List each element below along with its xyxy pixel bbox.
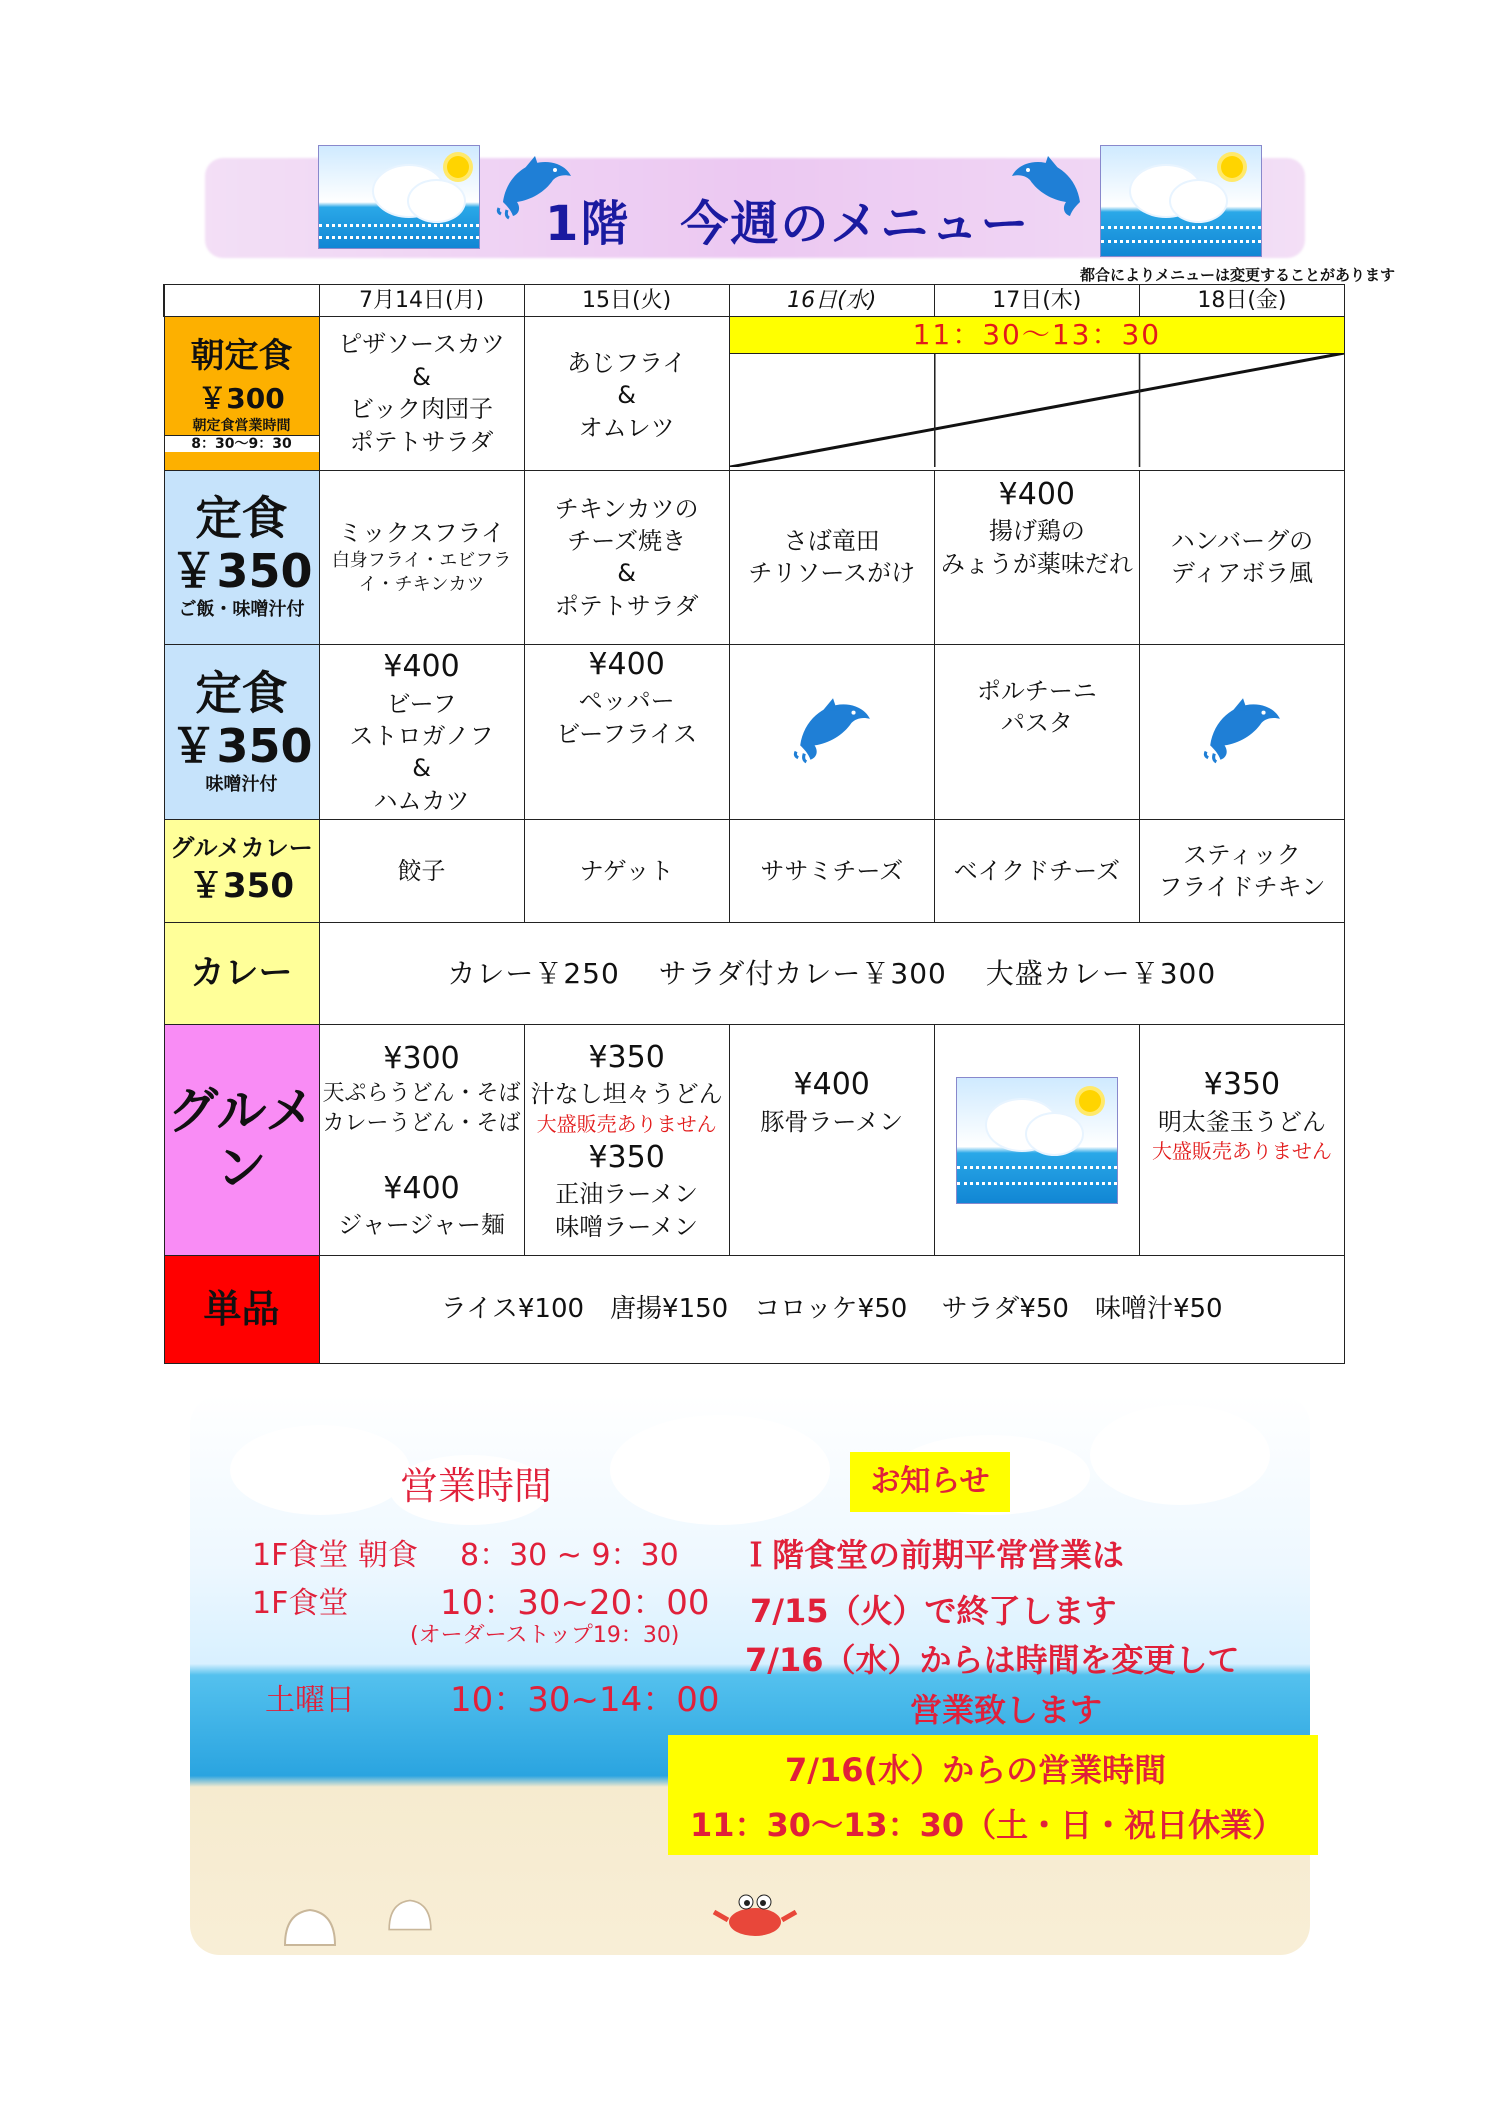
change-note: 都合によりメニューは変更することがあります (1080, 266, 1396, 284)
gourmen-label-cell (164, 1025, 319, 1256)
hours-title: 営業時間 (400, 1464, 553, 1508)
notice-line: Ｉ階食堂の前期平常営業は (740, 1536, 1125, 1574)
menu-line: 汁なし坦々うどん (530, 1080, 723, 1109)
teishoku-b-label-cell (164, 644, 319, 819)
dolphin-icon (792, 688, 872, 768)
menu-line: ポテトサラダ (349, 427, 494, 456)
corner-cell (164, 285, 319, 317)
gourmet-curry-fri (1139, 820, 1344, 923)
teishoku-a-tue (524, 470, 729, 644)
menu-line: 正油ラーメン (555, 1180, 699, 1209)
gourmen-fri (1139, 1025, 1344, 1256)
seashell-icon (385, 1895, 435, 1935)
hours-place: 1F食堂 朝食 (252, 1538, 418, 1573)
menu-line: ジャージャー麺 (338, 1211, 505, 1240)
teishoku-b-tue (524, 644, 729, 819)
menu-line: あじフライ (567, 348, 687, 377)
menu-line: さば竜田 (783, 526, 880, 555)
teishoku-a-label-cell (164, 470, 319, 644)
menu-line: & (617, 381, 636, 410)
gourmet-curry-price: ￥350 (189, 866, 294, 907)
menu-price: ¥350 (588, 1039, 665, 1075)
breakfast-mon (319, 316, 524, 470)
hours-time: 10：30~14：00 (450, 1680, 720, 1720)
dolphin-icon (1202, 688, 1282, 768)
curry-row (164, 922, 1345, 1025)
menu-line: 白身フライ・エビフライ・チキンカツ (331, 550, 512, 596)
menu-line: スティック (1183, 840, 1301, 869)
gourmet-curry-mon: 餃子 (319, 820, 524, 923)
breakfast-tue (524, 316, 729, 470)
diagonal-strike (730, 353, 1344, 467)
menu-price: ¥400 (998, 476, 1075, 512)
gourmet-curry-label-cell (164, 820, 319, 923)
menu-price: ¥400 (383, 649, 460, 685)
breakfast-row (164, 316, 1345, 470)
menu-line: ペッパー (578, 687, 675, 716)
day-tue: 15日(火) (524, 285, 729, 317)
gourmet-curry-label: グルメカレー (170, 834, 313, 863)
gourmet-curry-wed: ササミチーズ (729, 820, 934, 923)
teishoku-b-label: 定食 (195, 666, 288, 721)
menu-line: チキンカツの (554, 494, 699, 523)
notice-title: お知らせ (850, 1452, 1010, 1512)
gourmen-label: グルメン (168, 1081, 315, 1198)
day-wed: 16日(水) (729, 285, 934, 317)
gourmen-wed (729, 1025, 934, 1256)
gourmet-curry-tue: ナゲット (524, 820, 729, 923)
menu-line: ミックスフライ (338, 518, 505, 547)
menu-line: パスタ (1000, 709, 1073, 738)
teishoku-a-fri (1139, 470, 1344, 644)
menu-price: ¥300 (383, 1040, 460, 1076)
no-large-note: 大盛販売ありません (1151, 1139, 1332, 1164)
teishoku-b-price: ￥350 (170, 719, 313, 774)
menu-line: フライドチキン (1158, 873, 1326, 902)
breakfast-label: 朝定食 (190, 336, 293, 377)
notice-line: 7/16（水）からは時間を変更して (745, 1641, 1240, 1679)
notice-line: 営業致します (910, 1691, 1103, 1729)
teishoku-a-thu (934, 470, 1139, 644)
teishoku-b-row (164, 644, 1345, 819)
menu-line: ディアボラ風 (1170, 559, 1313, 588)
menu-line: 味噌ラーメン (555, 1212, 699, 1241)
menu-line: ストロガノフ (349, 722, 494, 751)
day-thu: 17日(木) (934, 285, 1139, 317)
sky-ocean-scene-right (1100, 145, 1262, 257)
menu-line: & (412, 362, 431, 391)
teishoku-a-price: ￥350 (170, 544, 313, 599)
hours-time: 8：30 ~ 9：30 (460, 1538, 679, 1573)
teishoku-b-mon (319, 644, 524, 819)
curry-label: カレー (190, 952, 293, 993)
single-label-cell (164, 1256, 319, 1364)
teishoku-b-fri (1139, 644, 1344, 819)
breakfast-label-cell (164, 316, 319, 470)
menu-line: 天ぷらうどん・そば (322, 1081, 521, 1107)
menu-price: ¥350 (1203, 1067, 1281, 1103)
menu-price: ¥400 (793, 1067, 870, 1103)
teishoku-b-wed (729, 644, 934, 819)
menu-line: ビック肉団子 (350, 395, 494, 424)
teishoku-b-sub: 味噌汁付 (205, 773, 278, 795)
gourmen-thu (934, 1025, 1139, 1256)
hours-place: 1F食堂 (252, 1586, 349, 1621)
menu-line: 揚げ鶏の (988, 517, 1085, 546)
menu-line: チーズ焼き (567, 526, 687, 555)
single-row (164, 1256, 1345, 1364)
teishoku-a-mon (319, 470, 524, 644)
menu-line: ピザソースカツ (338, 330, 505, 359)
gourmet-curry-row (164, 820, 1345, 923)
menu-line: ポテトサラダ (554, 591, 699, 620)
teishoku-a-label: 定食 (195, 491, 288, 546)
dolphin-icon (1010, 150, 1088, 220)
time-bar: 11：30〜13：30 (730, 317, 1344, 354)
teishoku-a-wed (729, 470, 934, 644)
breakfast-hours-label: 朝定食営業時間 (192, 417, 291, 434)
menu-line: ポルチーニ (976, 676, 1097, 705)
menu-line: ハムカツ (373, 786, 470, 815)
gourmen-row (164, 1025, 1345, 1256)
menu-price: ¥400 (588, 646, 665, 682)
menu-line: & (617, 559, 636, 588)
menu-line: & (412, 754, 431, 783)
menu-line: カレーうどん・そば (322, 1111, 521, 1137)
single-label: 単品 (203, 1286, 280, 1331)
hours-time: 10：30~20：00 (440, 1583, 710, 1623)
breakfast-hours: 8：30〜9：30 (165, 435, 319, 453)
crab-icon (710, 1890, 800, 1940)
menu-table (163, 284, 1345, 1364)
gourmen-tue (524, 1025, 729, 1256)
day-header-row (164, 285, 1345, 317)
gourmet-curry-thu: ベイクドチーズ (934, 820, 1139, 923)
sky-ocean-scene-left (318, 145, 480, 249)
hours-time-note: (オーダーストップ19：30) (410, 1623, 680, 1648)
day-mon: 7月14日(月) (319, 285, 524, 317)
menu-line: ビーフライス (556, 719, 698, 748)
sky-ocean-scene (956, 1077, 1118, 1204)
menu-line: オムレツ (578, 413, 675, 442)
no-large-note: 大盛販売ありません (536, 1111, 717, 1136)
single-prices: ライス¥100 唐揚¥150 コロッケ¥50 サラダ¥50 味噌汁¥50 (319, 1256, 1345, 1364)
day-fri: 18日(金) (1139, 285, 1344, 317)
notice-line: 7/15（火）で終了します (750, 1592, 1117, 1630)
gourmen-mon (319, 1025, 524, 1256)
menu-line: 豚骨ラーメン (760, 1107, 904, 1136)
menu-line: みょうが薬味だれ (940, 549, 1133, 578)
teishoku-a-row (164, 470, 1345, 644)
hours-place: 土曜日 (265, 1683, 355, 1718)
teishoku-a-sub: ご飯・味噌汁付 (178, 599, 305, 621)
breakfast-closed-cell (729, 316, 1344, 470)
new-hours-title: 7/16(水）からの営業時間 (785, 1751, 1167, 1789)
breakfast-price: ￥300 (198, 381, 285, 415)
page-title: 1階 今週のメニュー (545, 196, 1031, 252)
new-hours-text: 11：30〜13：30（土・日・祝日休業） (690, 1806, 1285, 1844)
menu-price: ¥350 (588, 1139, 665, 1175)
teishoku-b-thu (934, 644, 1139, 819)
menu-line: 明太釜玉うどん (1157, 1107, 1326, 1136)
menu-price: ¥400 (383, 1170, 460, 1206)
menu-line: ハンバーグの (1170, 526, 1314, 555)
seashell-icon (280, 1905, 340, 1950)
menu-line: ビーフ (386, 689, 457, 718)
menu-line: チリソースがけ (748, 559, 916, 588)
curry-label-cell (164, 922, 319, 1025)
curry-prices: カレー￥250 サラダ付カレー￥300 大盛カレー￥300 (319, 922, 1345, 1025)
